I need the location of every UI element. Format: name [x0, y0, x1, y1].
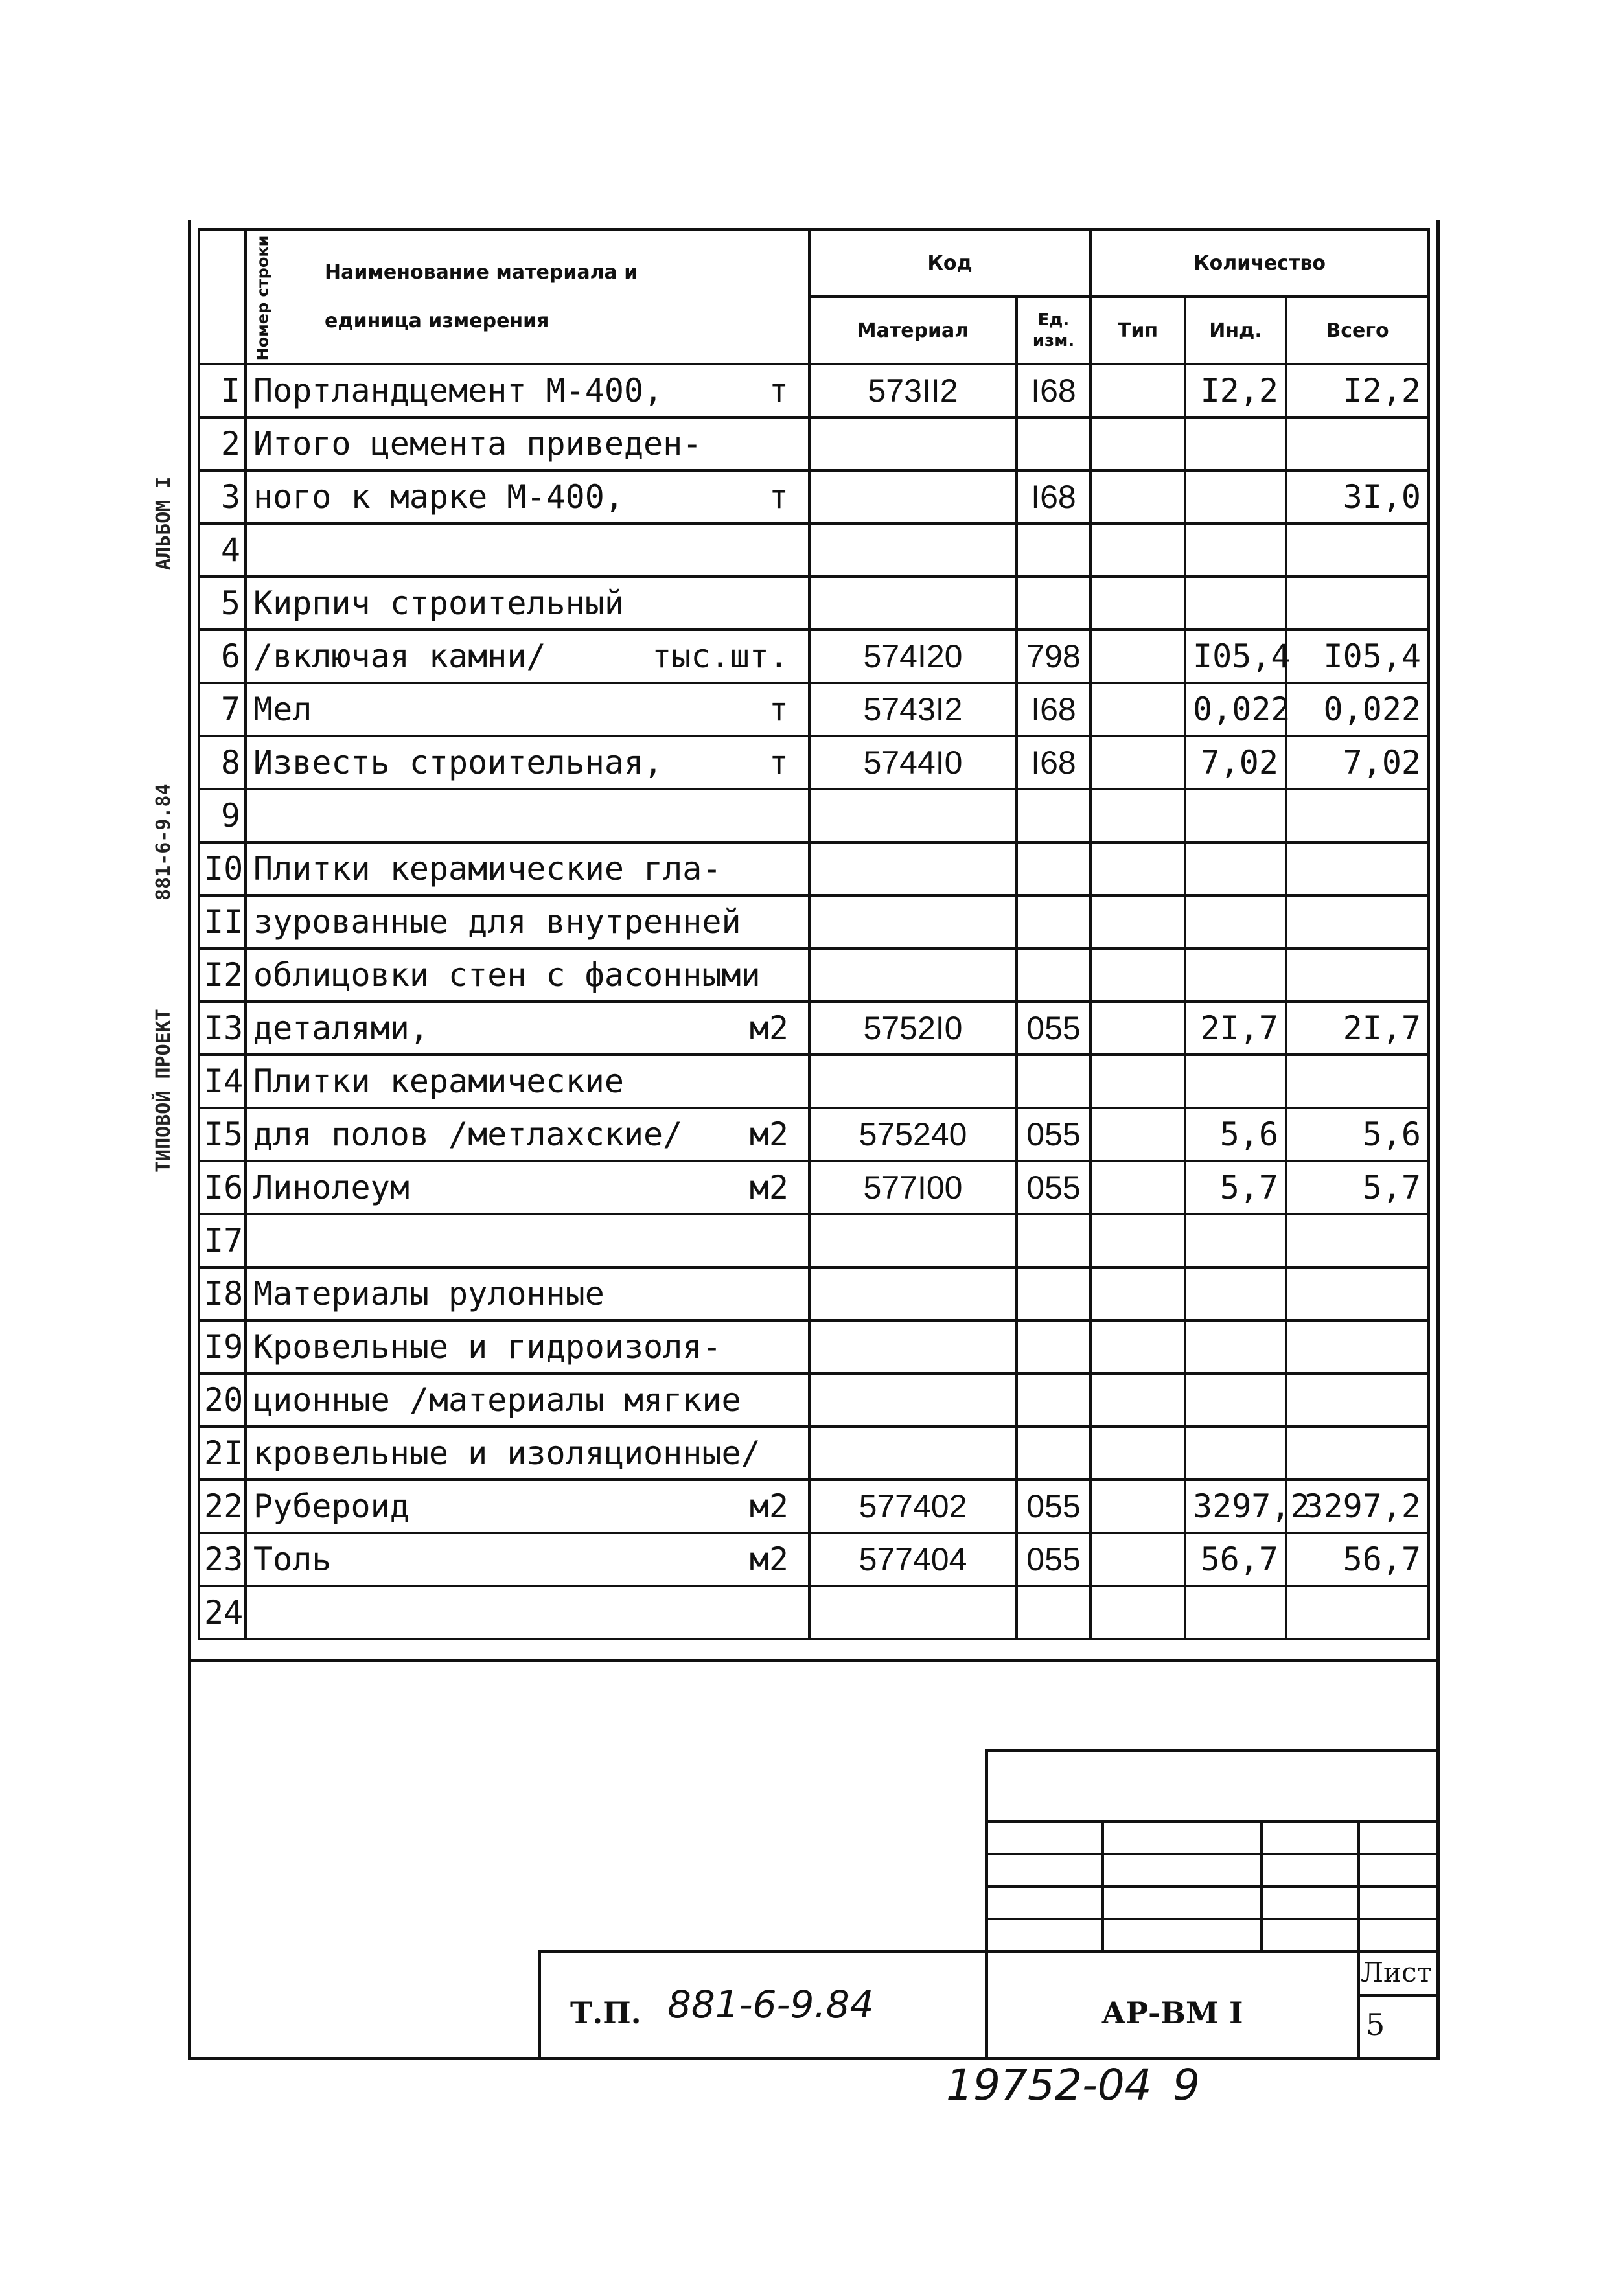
table-row — [199, 895, 1429, 948]
materials-table — [198, 228, 1430, 1640]
quantity-total — [1286, 1055, 1429, 1108]
table-row — [199, 1320, 1429, 1373]
margin-note-stamp: ТИПОВОЙ ПРОЕКТ — [152, 1009, 175, 1173]
quantity-total: I05,4 — [1286, 630, 1429, 683]
quantity-type — [1090, 1002, 1185, 1055]
row-number: I4 — [199, 1055, 246, 1108]
quantity-total — [1286, 948, 1429, 1002]
quantity-ind — [1185, 1427, 1286, 1480]
material-name-text: Линолеум — [253, 1169, 409, 1206]
title-block-line — [1101, 1820, 1104, 1950]
quantity-total: 3I,0 — [1286, 470, 1429, 523]
unit-code — [1017, 895, 1090, 948]
row-number: I3 — [199, 1002, 246, 1055]
material-name — [246, 1267, 809, 1320]
quantity-type — [1090, 736, 1185, 789]
material-name — [246, 1002, 809, 1055]
material-code: 575240 — [809, 1108, 1017, 1161]
material-code — [809, 523, 1017, 577]
material-code: 5752I0 — [809, 1002, 1017, 1055]
quantity-total — [1286, 1267, 1429, 1320]
material-name — [246, 948, 809, 1002]
quantity-total: 0,022 — [1286, 683, 1429, 736]
header-row-number: Номер строки — [199, 229, 246, 364]
unit-code — [1017, 1267, 1090, 1320]
header-code: Код — [809, 229, 1090, 297]
quantity-total: 56,7 — [1286, 1533, 1429, 1586]
quantity-ind — [1185, 1320, 1286, 1373]
row-number: 20 — [199, 1373, 246, 1427]
row-number: 7 — [199, 683, 246, 736]
row-number: 6 — [199, 630, 246, 683]
quantity-type — [1090, 1267, 1185, 1320]
material-name-text: Портландцемент М-400, — [253, 372, 663, 409]
quantity-type — [1090, 1055, 1185, 1108]
quantity-total — [1286, 1427, 1429, 1480]
quantity-total: 7,02 — [1286, 736, 1429, 789]
quantity-type — [1090, 577, 1185, 630]
material-name — [246, 1533, 809, 1586]
unit-code: 798 — [1017, 630, 1090, 683]
row-number: 8 — [199, 736, 246, 789]
quantity-total — [1286, 895, 1429, 948]
sheet-label: Лист — [1361, 1957, 1432, 1988]
row-number: 5 — [199, 577, 246, 630]
material-name — [246, 736, 809, 789]
title-block-line — [1260, 1820, 1263, 1950]
unit-code — [1017, 948, 1090, 1002]
header-code-material: Материал — [809, 297, 1017, 364]
quantity-ind: 5,7 — [1185, 1161, 1286, 1214]
unit-code: 055 — [1017, 1002, 1090, 1055]
material-name-text: Кирпич строительный — [253, 584, 624, 622]
quantity-type — [1090, 683, 1185, 736]
material-name — [246, 417, 809, 470]
margin-note-album: АЛЬБОМ I — [152, 476, 175, 570]
title-block-line — [985, 1853, 1440, 1855]
quantity-ind: 2I,7 — [1185, 1002, 1286, 1055]
quantity-type — [1090, 948, 1185, 1002]
quantity-ind: I2,2 — [1185, 364, 1286, 417]
table-row — [199, 523, 1429, 577]
quantity-total — [1286, 1373, 1429, 1427]
quantity-ind — [1185, 789, 1286, 842]
title-block-line — [985, 1885, 1440, 1888]
quantity-ind: 7,02 — [1185, 736, 1286, 789]
table-header-row-1 — [199, 229, 1429, 297]
material-unit: м2 — [749, 1169, 789, 1206]
material-name — [246, 1161, 809, 1214]
material-name-text: для полов /метлахские/ — [253, 1116, 683, 1153]
table-row — [199, 1533, 1429, 1586]
row-number: 22 — [199, 1480, 246, 1533]
quantity-total — [1286, 1214, 1429, 1267]
material-code — [809, 1586, 1017, 1639]
material-code: 5744I0 — [809, 736, 1017, 789]
tp-label: Т.П. — [570, 1995, 641, 2030]
table-row — [199, 630, 1429, 683]
material-code — [809, 470, 1017, 523]
material-code — [809, 1055, 1017, 1108]
unit-code: I68 — [1017, 683, 1090, 736]
material-name — [246, 630, 809, 683]
material-code: 573II2 — [809, 364, 1017, 417]
header-material-name: Наименование материала и единица измерения — [246, 229, 809, 364]
footer-page: 9 — [1173, 2060, 1200, 2110]
quantity-ind — [1185, 417, 1286, 470]
quantity-ind — [1185, 1214, 1286, 1267]
quantity-ind — [1185, 470, 1286, 523]
material-name — [246, 1108, 809, 1161]
quantity-total: I2,2 — [1286, 364, 1429, 417]
title-block-line — [985, 1820, 1440, 1823]
table-row — [199, 1161, 1429, 1214]
material-name — [246, 895, 809, 948]
material-name — [246, 1373, 809, 1427]
unit-code — [1017, 1427, 1090, 1480]
material-name-text: Итого цемента приведен- — [253, 425, 702, 463]
material-unit: м2 — [749, 1487, 789, 1525]
material-name-text: Мел — [253, 691, 312, 728]
unit-code: 055 — [1017, 1533, 1090, 1586]
table-row — [199, 470, 1429, 523]
material-name — [246, 1480, 809, 1533]
unit-code: 055 — [1017, 1480, 1090, 1533]
header-code-unit: Ед. изм. — [1017, 297, 1090, 364]
table-row — [199, 1427, 1429, 1480]
quantity-total: 3297,2 — [1286, 1480, 1429, 1533]
header-qty-ind: Инд. — [1185, 297, 1286, 364]
material-unit: т — [768, 372, 789, 409]
material-code: 577I00 — [809, 1161, 1017, 1214]
material-name — [246, 1427, 809, 1480]
row-number: I8 — [199, 1267, 246, 1320]
material-name-text: ного к марке М-400, — [253, 478, 624, 516]
quantity-type — [1090, 1480, 1185, 1533]
unit-code — [1017, 1373, 1090, 1427]
quantity-type — [1090, 789, 1185, 842]
doc-code: АР-ВМ I — [1101, 1995, 1243, 2030]
material-name-text: Толь — [253, 1541, 332, 1578]
material-unit: тыс.шт. — [652, 637, 789, 675]
header-qty-total: Всего — [1286, 297, 1429, 364]
material-code — [809, 1267, 1017, 1320]
quantity-type — [1090, 417, 1185, 470]
material-code: 5743I2 — [809, 683, 1017, 736]
table-row — [199, 736, 1429, 789]
material-code — [809, 842, 1017, 895]
quantity-total — [1286, 523, 1429, 577]
table-row — [199, 1108, 1429, 1161]
quantity-total: 2I,7 — [1286, 1002, 1429, 1055]
quantity-type — [1090, 1427, 1185, 1480]
table-row — [199, 577, 1429, 630]
quantity-type — [1090, 895, 1185, 948]
material-name-text: Известь строительная, — [253, 744, 663, 781]
material-name-text: Плитки керамические — [253, 1062, 624, 1100]
tp-number: 881-6-9.84 — [667, 1982, 874, 2026]
unit-code — [1017, 1586, 1090, 1639]
table-row — [199, 842, 1429, 895]
quantity-total — [1286, 842, 1429, 895]
material-name-text: Кровельные и гидроизоля- — [253, 1328, 722, 1366]
quantity-ind: 5,6 — [1185, 1108, 1286, 1161]
row-number: I0 — [199, 842, 246, 895]
quantity-ind — [1185, 895, 1286, 948]
quantity-ind — [1185, 1373, 1286, 1427]
material-unit: т — [768, 691, 789, 728]
material-unit: м2 — [749, 1116, 789, 1153]
sheet-divider — [1357, 1994, 1440, 1997]
material-name-text: кровельные и изоляционные/ — [253, 1434, 761, 1472]
material-code — [809, 948, 1017, 1002]
quantity-type — [1090, 364, 1185, 417]
material-name — [246, 1586, 809, 1639]
quantity-ind — [1185, 1055, 1286, 1108]
table-row — [199, 1373, 1429, 1427]
material-name — [246, 1320, 809, 1373]
material-name-text: Материалы рулонные — [253, 1275, 605, 1313]
quantity-ind — [1185, 948, 1286, 1002]
quantity-type — [1090, 842, 1185, 895]
material-name — [246, 364, 809, 417]
row-number: 2 — [199, 417, 246, 470]
material-name — [246, 683, 809, 736]
material-name-text: ционные /материалы мягкие — [253, 1381, 741, 1419]
material-code — [809, 1427, 1017, 1480]
material-code: 574I20 — [809, 630, 1017, 683]
material-code — [809, 789, 1017, 842]
unit-code — [1017, 523, 1090, 577]
unit-code — [1017, 1320, 1090, 1373]
quantity-ind — [1185, 577, 1286, 630]
material-code: 577404 — [809, 1533, 1017, 1586]
quantity-ind — [1185, 523, 1286, 577]
quantity-ind — [1185, 1586, 1286, 1639]
row-number: II — [199, 895, 246, 948]
row-number: I7 — [199, 1214, 246, 1267]
table-row — [199, 1480, 1429, 1533]
material-name — [246, 842, 809, 895]
quantity-type — [1090, 523, 1185, 577]
table-body — [199, 364, 1429, 1639]
quantity-type — [1090, 1533, 1185, 1586]
material-code — [809, 1320, 1017, 1373]
quantity-type — [1090, 1320, 1185, 1373]
table-row — [199, 683, 1429, 736]
footer-number: 19752-04 — [946, 2060, 1152, 2110]
quantity-total — [1286, 1586, 1429, 1639]
table-row — [199, 1214, 1429, 1267]
quantity-ind — [1185, 842, 1286, 895]
material-name-text: /включая камни/ — [253, 637, 546, 675]
table-row — [199, 789, 1429, 842]
material-name-text: Плитки керамические гла- — [253, 850, 722, 888]
material-name — [246, 577, 809, 630]
row-number: I6 — [199, 1161, 246, 1214]
quantity-ind — [1185, 1267, 1286, 1320]
quantity-ind: I05,4 — [1185, 630, 1286, 683]
row-number: 4 — [199, 523, 246, 577]
table-row — [199, 364, 1429, 417]
material-name — [246, 789, 809, 842]
quantity-total — [1286, 1320, 1429, 1373]
quantity-total: 5,6 — [1286, 1108, 1429, 1161]
material-name-text: Рубероид — [253, 1487, 409, 1525]
row-number: 3 — [199, 470, 246, 523]
table-row — [199, 948, 1429, 1002]
row-number: 2I — [199, 1427, 246, 1480]
unit-code — [1017, 842, 1090, 895]
material-unit: м2 — [749, 1541, 789, 1578]
material-code — [809, 577, 1017, 630]
material-name — [246, 1055, 809, 1108]
quantity-type — [1090, 1586, 1185, 1639]
quantity-total: 5,7 — [1286, 1161, 1429, 1214]
material-code — [809, 1373, 1017, 1427]
material-unit: т — [768, 744, 789, 781]
header-qty-type: Тип — [1090, 297, 1185, 364]
row-number: 23 — [199, 1533, 246, 1586]
unit-code — [1017, 789, 1090, 842]
material-unit: т — [768, 478, 789, 516]
quantity-type — [1090, 470, 1185, 523]
row-number: 9 — [199, 789, 246, 842]
quantity-ind: 3297,2 — [1185, 1480, 1286, 1533]
material-name — [246, 470, 809, 523]
quantity-total — [1286, 789, 1429, 842]
unit-code — [1017, 1214, 1090, 1267]
material-code: 577402 — [809, 1480, 1017, 1533]
unit-code: 055 — [1017, 1108, 1090, 1161]
table-row — [199, 1267, 1429, 1320]
quantity-total — [1286, 417, 1429, 470]
material-code — [809, 895, 1017, 948]
material-name-text: зурованные для внутренней — [253, 903, 741, 941]
unit-code — [1017, 417, 1090, 470]
table-row — [199, 1055, 1429, 1108]
quantity-type — [1090, 1373, 1185, 1427]
quantity-type — [1090, 1108, 1185, 1161]
quantity-type — [1090, 1214, 1185, 1267]
unit-code: I68 — [1017, 364, 1090, 417]
material-unit: м2 — [749, 1009, 789, 1047]
row-number: I — [199, 364, 246, 417]
material-code — [809, 1214, 1017, 1267]
material-name-text: облицовки стен с фасонными — [253, 956, 761, 994]
quantity-ind: 0,022 — [1185, 683, 1286, 736]
header-quantity: Количество — [1090, 229, 1429, 297]
material-name — [246, 523, 809, 577]
quantity-total — [1286, 577, 1429, 630]
table-row — [199, 1002, 1429, 1055]
table-row — [199, 1586, 1429, 1639]
material-name-text: деталями, — [253, 1009, 429, 1047]
material-code — [809, 417, 1017, 470]
quantity-type — [1090, 630, 1185, 683]
row-number: I5 — [199, 1108, 246, 1161]
row-number: 24 — [199, 1586, 246, 1639]
margin-note-project: 881-6-9.84 — [152, 783, 175, 901]
quantity-type — [1090, 1161, 1185, 1214]
material-name — [246, 1214, 809, 1267]
sheet-number: 5 — [1366, 2007, 1385, 2042]
table-row — [199, 417, 1429, 470]
unit-code: I68 — [1017, 470, 1090, 523]
unit-code — [1017, 577, 1090, 630]
unit-code — [1017, 1055, 1090, 1108]
row-number: I2 — [199, 948, 246, 1002]
row-number: I9 — [199, 1320, 246, 1373]
title-block-line — [985, 1918, 1440, 1920]
unit-code: 055 — [1017, 1161, 1090, 1214]
unit-code: I68 — [1017, 736, 1090, 789]
quantity-ind: 56,7 — [1185, 1533, 1286, 1586]
